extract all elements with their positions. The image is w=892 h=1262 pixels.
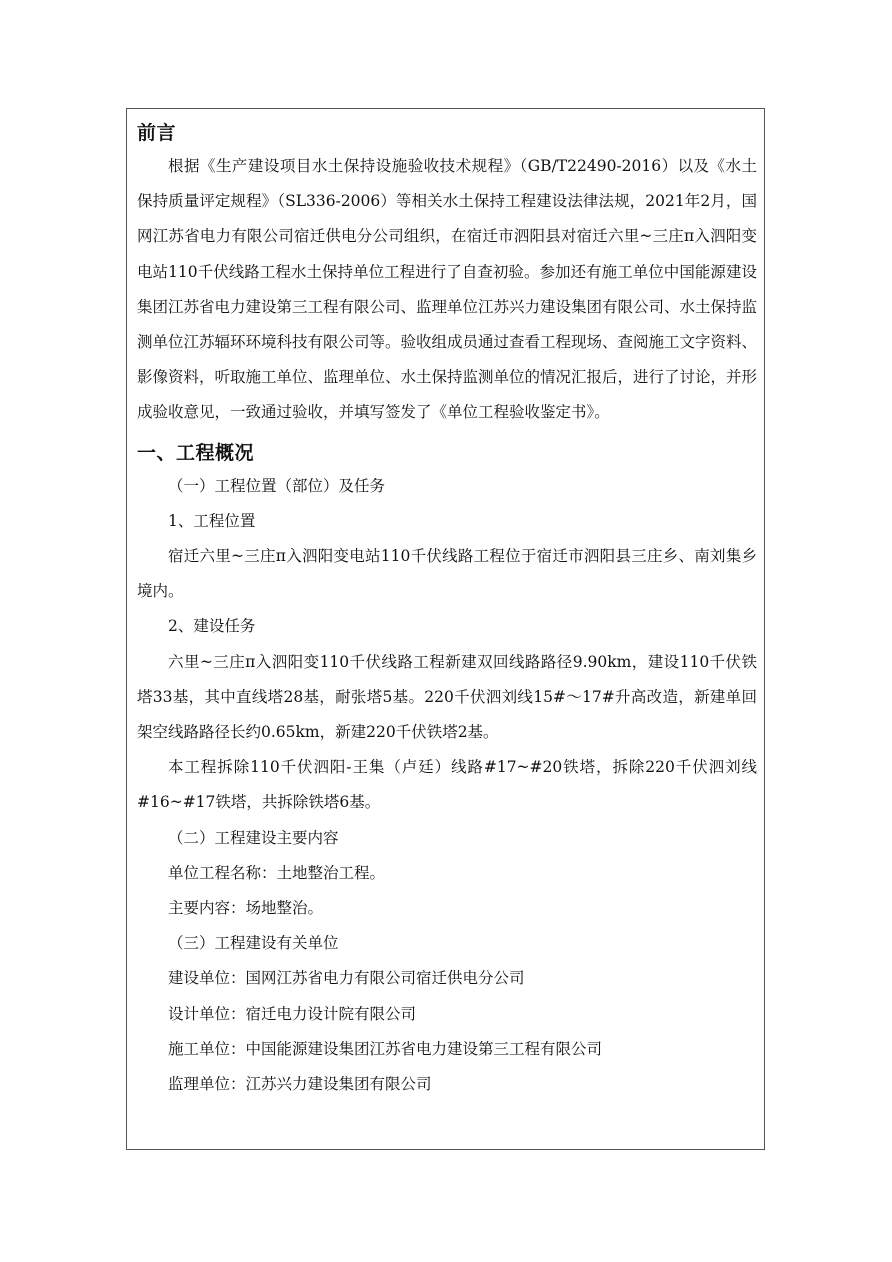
document-frame [126,108,765,1150]
item2-text2: 本工程拆除110千伏泗阳-王集（卢廷）线路#17~#20铁塔，拆除220千伏泗刘线#16~#17铁塔，共拆除铁塔6基。 [137,758,757,812]
item1-title: 1、工程位置 [168,511,256,530]
sub1-title: （一）工程位置（部位）及任务 [168,476,386,495]
item2-text1: 六里~三庄π入泗阳变110千伏线路工程新建双回线路路径9.90km，建设110千伏铁塔33基，其中直线塔28基，耐张塔5基。220千伏泗刘线15#～17#升高改造，新建单回架空线路路径长约0.65km，新建220千伏铁塔2基。 [137,652,757,742]
section1-heading: 一、工程概况 [137,441,255,464]
preface-paragraph: 根据《生产建设项目水土保持设施验收技术规程》（GB/T22490-2016）以及《水土保持质量评定规程》（SL336-2006）等相关水土保持工程建设法律法规，2021年2月，国网江苏省电力有限公司宿迁供电分公司组织，在宿迁市泗阳县对宿迁六里~三庄π入泗阳变电站110千伏线路工程水土保持单位工程进行了自查初验。参加还有施工单位中国能源建设集团江苏省电力建设第三工程有限公司、监理单位江苏兴力建设集团有限公司、水土保持监测单位江苏辐环环境科技有限公司等。验收组成员通过查看工程现场、查阅施工文字资料、影像资料，听取施工单位、监理单位、水土保持监测单位的情况汇报后，进行了讨论，并形成验收意见，一致通过验收，并填写签发了《单位工程验收鉴定书》。 [137,157,758,422]
builder-line: 建设单位：国网江苏省电力有限公司宿迁供电分公司 [168,969,525,988]
preface-heading: 前言 [137,122,177,144]
constructor-line: 施工单位：中国能源建设集团江苏省电力建设第三工程有限公司 [168,1039,603,1058]
document-content [137,117,757,1102]
item1-text: 宿迁六里~三庄π入泗阳变电站110千伏线路工程位于宿迁市泗阳县三庄乡、南刘集乡境内。 [137,547,757,601]
designer-line: 设计单位：宿迁电力设计院有限公司 [168,1004,417,1023]
unit-name-line: 单位工程名称：土地整治工程。 [168,863,386,882]
sub2-title: （二）工程建设主要内容 [168,828,339,847]
sub3-title: （三）工程建设有关单位 [168,934,339,953]
main-content-line: 主要内容：场地整治。 [168,899,324,918]
item2-title: 2、建设任务 [168,617,256,636]
supervisor-line: 监理单位：江苏兴力建设集团有限公司 [168,1075,432,1094]
